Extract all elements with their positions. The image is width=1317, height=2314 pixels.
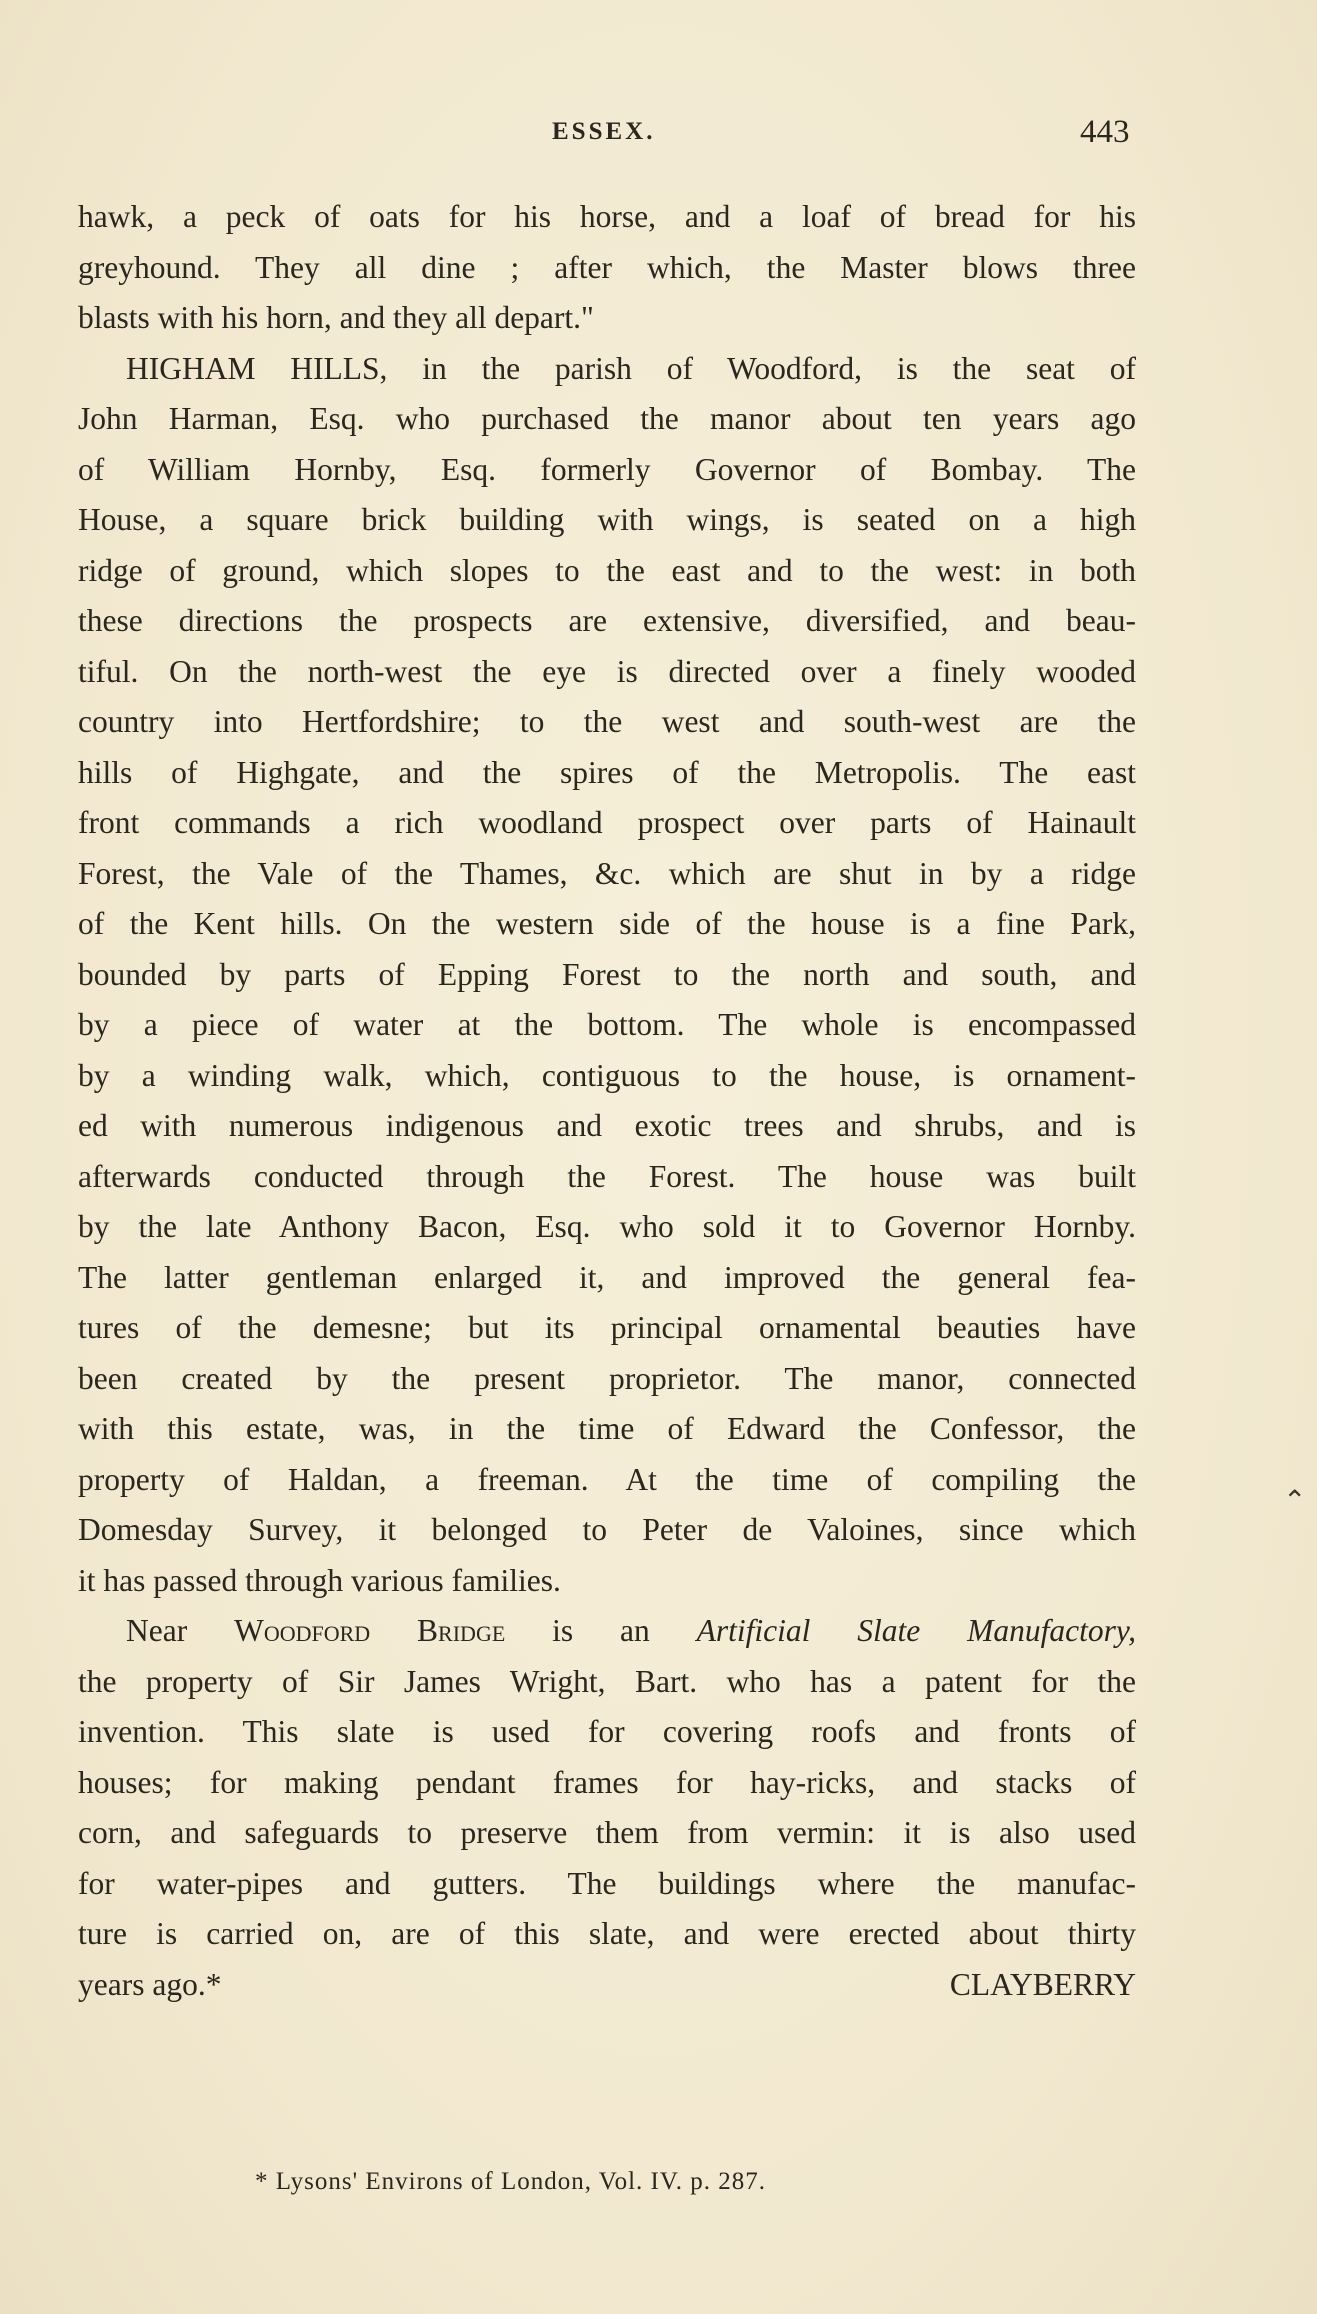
text-line: by the late Anthony Bacon, Esq. who sold it to Governor Hornby. [78,1209,1136,1244]
catchword: CLAYBERRY [949,1966,1136,2002]
text-line: hills of Highgate, and the spires of the Metropolis. The east [78,754,1136,790]
text-line: House, a square brick building with wings, is seated on a high [78,502,1136,537]
text-line: by a winding walk, which, contiguous to the house, is ornament- [78,1057,1136,1093]
last-line [78,1960,1136,2011]
text-segment: Near [126,1613,235,1648]
margin-mark-icon: ⌃ [1283,1486,1307,1517]
text-line: invention. This slate is used for covering roofs and fronts of [78,1714,1136,1749]
text-line: for water-pipes and gutters. The buildings where the manufac- [78,1865,1136,1901]
text-line: The latter gentleman enlarged it, and improved the general fea- [78,1259,1136,1295]
text-line: it has passed through various families. [78,1562,561,1598]
body-text [78,192,1136,2010]
text-line: Domesday Survey, it belonged to Peter de Valoines, since which [78,1512,1136,1547]
page-number: 443 [1080,114,1130,150]
text-line: greyhound. They all dine ; after which, the Master blows three [78,249,1136,285]
text-line: blasts with his horn, and they all depart." [78,300,594,335]
text-line: hawk, a peck of oats for his horse, and a loaf of bread for his [78,199,1136,234]
running-head [0,114,1317,168]
text-line: afterwards conducted through the Forest. The house was built [78,1158,1136,1194]
text-line: ridge of ground, which slopes to the east and to the west: in both [78,552,1136,588]
text-line: Forest, the Vale of the Thames, &c. which are shut in by a ridge [78,855,1136,891]
text-line: front commands a rich woodland prospect over parts of Hainault [78,805,1136,840]
small-caps-place-name: Woodford Bridge [234,1613,506,1648]
text-line: of the Kent hills. On the western side of the house is a fine Park, [78,906,1136,941]
text-line: by a piece of water at the bottom. The whole is encompassed [78,1007,1136,1042]
text-line: with this estate, was, in the time of Edward the Confessor, the [78,1411,1136,1446]
text-line: John Harman, Esq. who purchased the manor about ten years ago [78,401,1136,436]
running-head-title: ESSEX. [552,118,656,145]
text-line: ed with numerous indigenous and exotic trees and shrubs, and is [78,1108,1136,1143]
text-line: houses; for making pendant frames for hay-ricks, and stacks of [78,1764,1136,1800]
text-line: bounded by parts of Epping Forest to the north and south, and [78,956,1136,992]
text-line: been created by the present proprietor. The manor, connected [78,1360,1136,1396]
text-line: these directions the prospects are extensive, diversified, and beau- [78,603,1136,638]
text-line: of William Hornby, Esq. formerly Governor of Bombay. The [78,451,1136,487]
text-segment: is an [505,1613,697,1648]
paragraph-start-line [78,1606,1136,1657]
text-line: corn, and safeguards to preserve them from vermin: it is also used [78,1815,1136,1850]
text-line: ture is carried on, are of this slate, and were erected about thirty [78,1916,1136,1951]
paragraph-start-line: HIGHAM HILLS, in the parish of Woodford, is the seat of [126,350,1136,386]
italic-phrase: Artificial Slate Manufactory, [696,1613,1137,1648]
text-line: the property of Sir James Wright, Bart. who has a patent for the [78,1663,1136,1699]
text-segment: years ago.* [78,1966,222,2002]
text-line: tiful. On the north-west the eye is directed over a finely wooded [78,653,1136,689]
text-line: tures of the demesne; but its principal ornamental beauties have [78,1310,1136,1345]
footnote: * Lysons' Environs of London, Vol. IV. p. 287. [255,2168,766,2195]
text-line: country into Hertfordshire; to the west and south-west are the [78,704,1136,739]
text-line: property of Haldan, a freeman. At the time of compiling the [78,1461,1136,1497]
